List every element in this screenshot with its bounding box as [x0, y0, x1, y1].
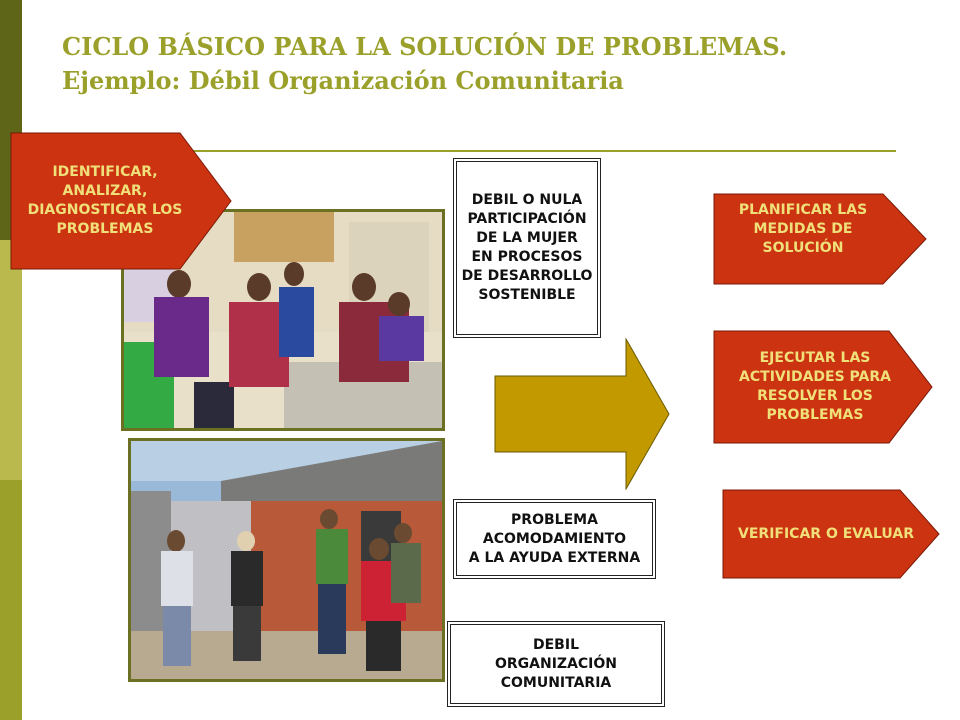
step-ejecutar [713, 330, 933, 444]
problem-box-organizacion: DEBIL ORGANIZACIÓN COMUNITARIA [450, 624, 662, 704]
step-verificar [722, 489, 940, 579]
problem-box-acomodamiento: PROBLEMA ACOMODAMIENTO A LA AYUDA EXTERNA [456, 502, 653, 576]
title-line-1: CICLO BÁSICO PARA LA SOLUCIÓN DE PROBLEMAS. [62, 32, 788, 61]
step-identificar [10, 132, 232, 270]
side-stripe-light [0, 240, 22, 480]
title-line-2: Ejemplo: Débil Organización Comunitaria [62, 66, 624, 95]
step-planificar [713, 193, 927, 285]
step-planificar-label: PLANIFICAR LAS MEDIDAS DE SOLUCIÓN [738, 201, 868, 256]
right-arrow-icon [494, 338, 670, 490]
slide-title [62, 30, 942, 98]
step-identificar-label: IDENTIFICAR, ANALIZAR, DIAGNOSTICAR LOS PROBLEMAS [27, 164, 183, 237]
problem-box-mujer: DEBIL O NULA PARTICIPACIÓN DE LA MUJER EN PROCESOS DE DESARROLLO SOSTENIBLE [456, 161, 598, 335]
step-ejecutar-label: EJECUTAR LAS ACTIVIDADES PARA RESOLVER LOS PROBLEMAS [739, 350, 891, 423]
side-stripe-mid [0, 480, 22, 720]
photo-community-group [128, 438, 445, 682]
step-verificar-label: VERIFICAR O EVALUAR [738, 525, 914, 542]
title-underline [182, 150, 896, 152]
cycle-arrow [494, 338, 670, 490]
